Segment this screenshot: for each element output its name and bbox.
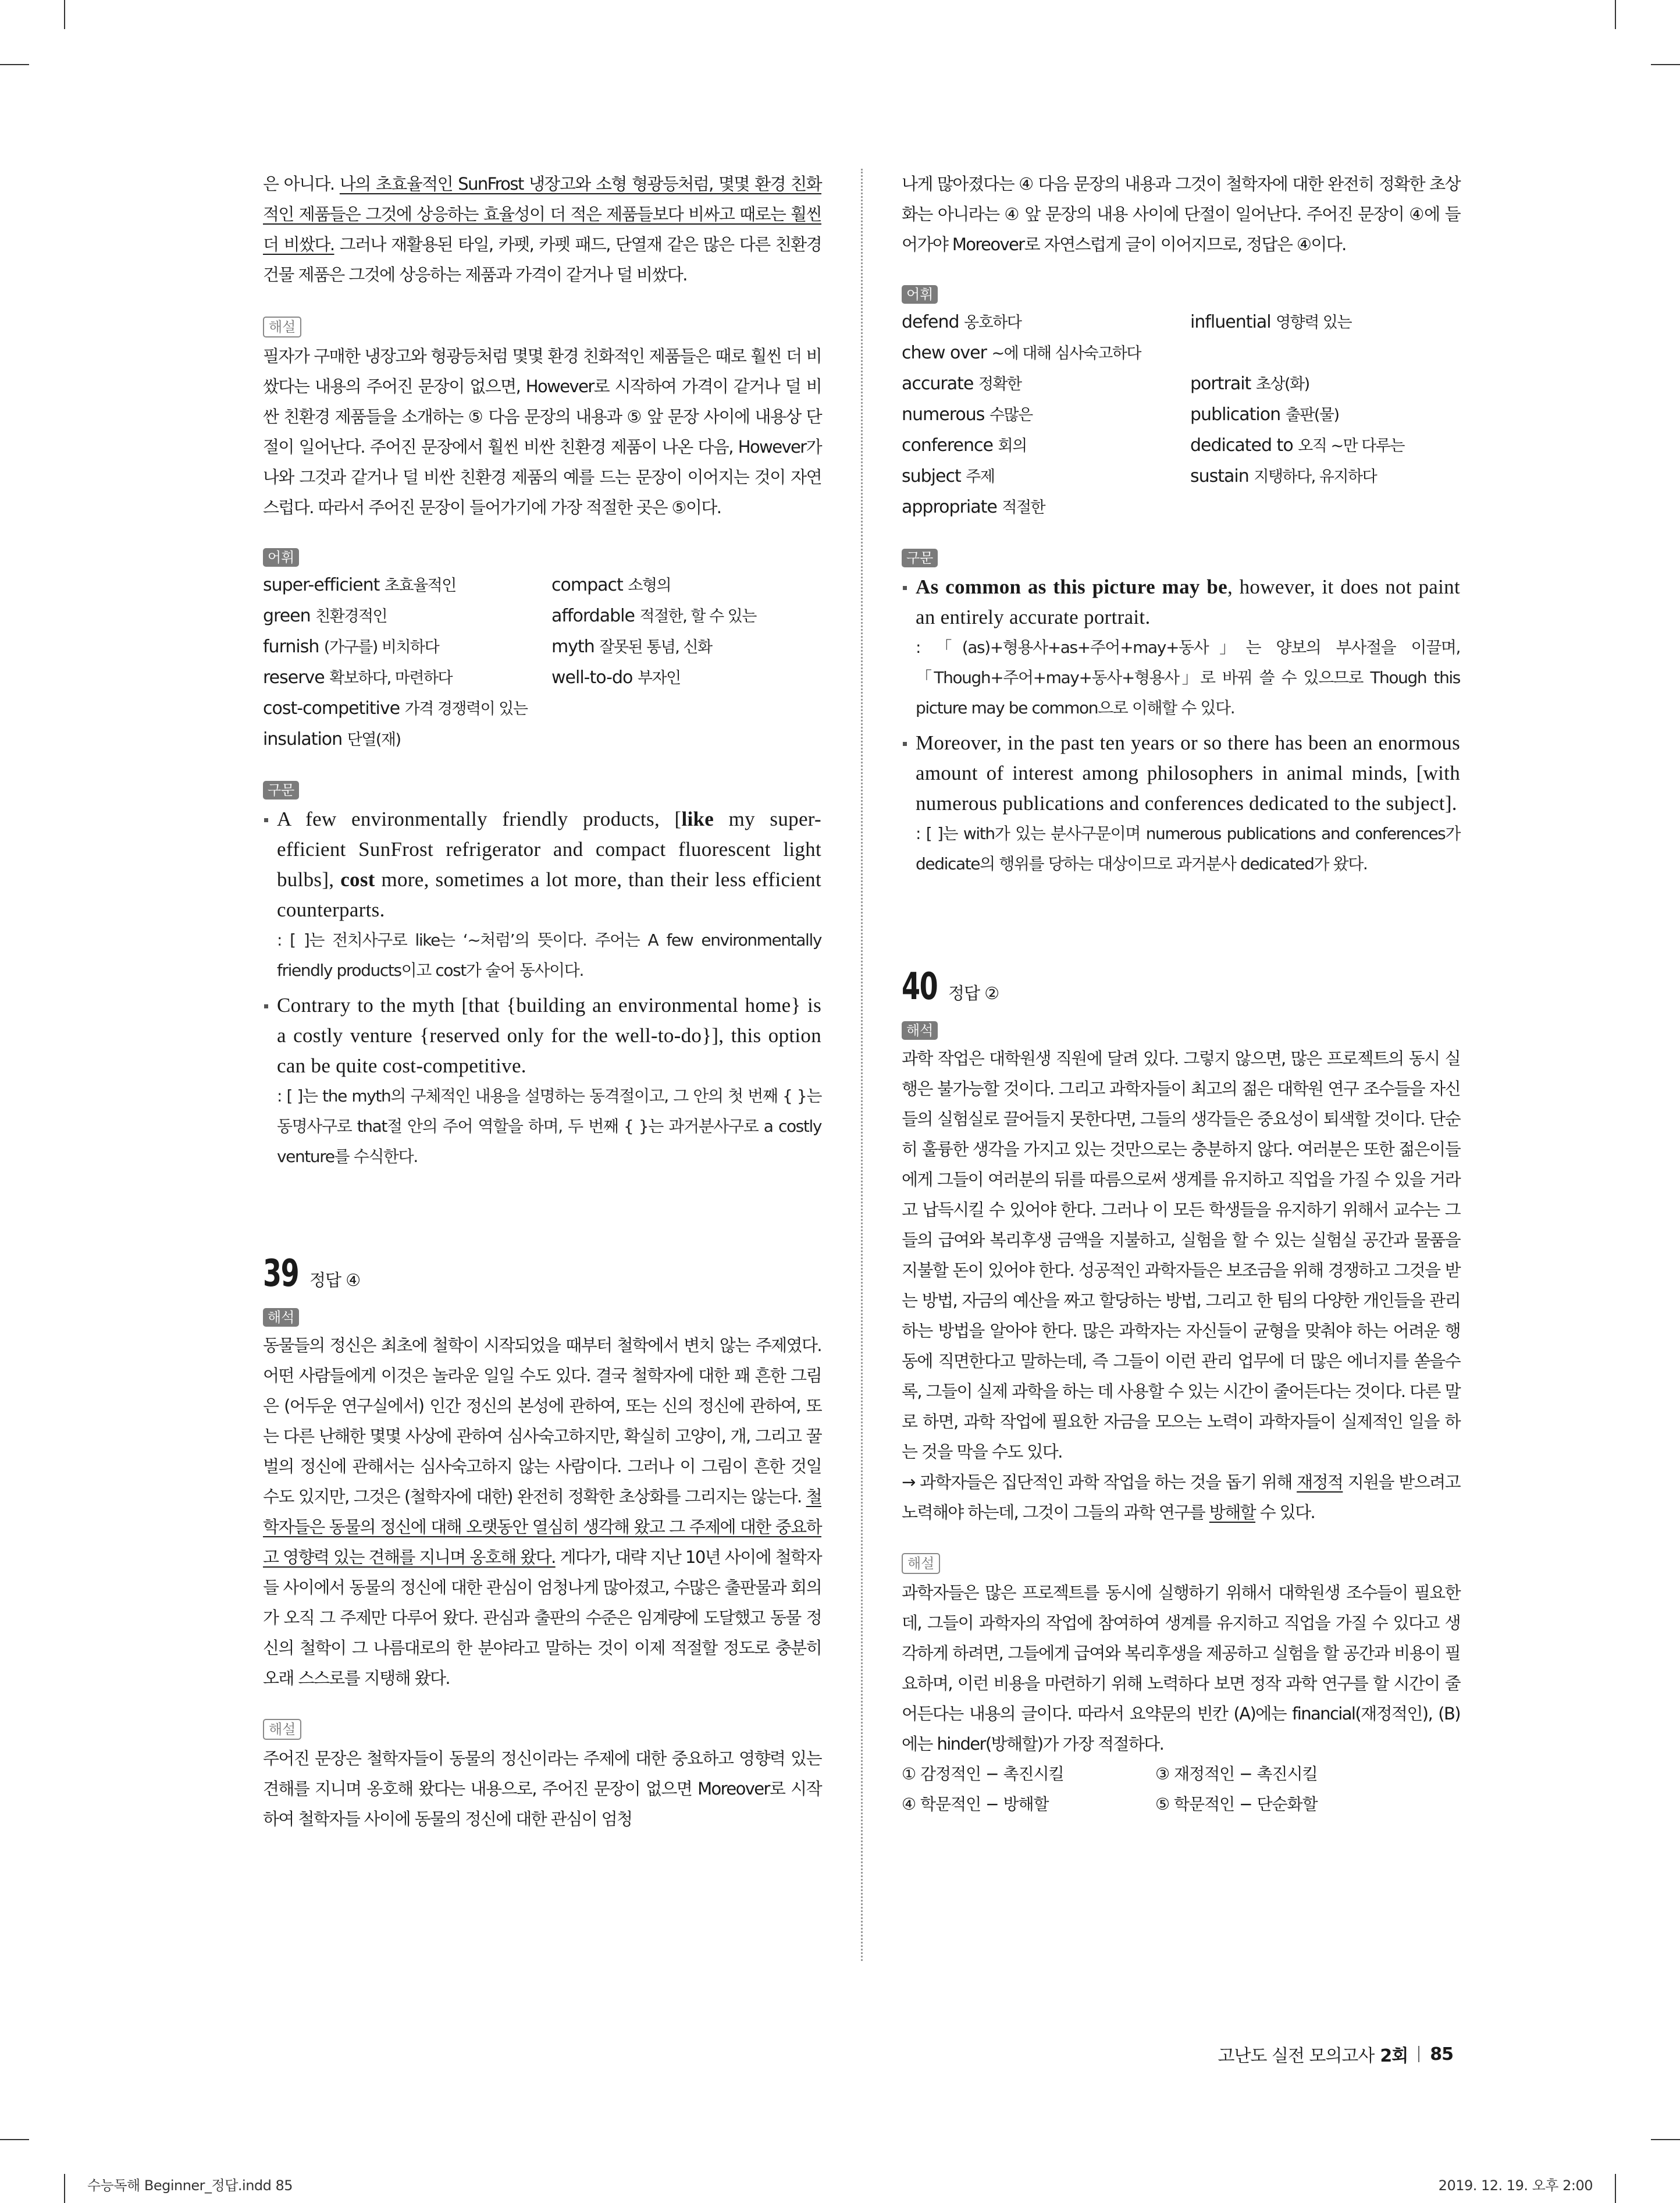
grammar-note: : [ ]는 with가 있는 분사구문이며 numerous publications and conferences가 dedicate의 행위를 당하는 대상이므로 과거분사 dedicated가 왔다.: [916, 824, 1460, 873]
bullet-icon: [264, 1004, 268, 1008]
q39-translation: 동물들의 정신은 최초에 철학이 시작되었을 때부터 철학에서 변치 않는 주제였다. 어떤 사람들에게 이것은 놀라운 일일 수도 있다. 결국 철학자에 대한 꽤 흔한 그림은 (어두운 연구실에서) 인간 정신의 본성에 관하여, 또는 신의 정신에 관하여, 또는 다른 난해한 몇몇 사상에 관하여 심사숙고하지만, 확실히 고양이, 개, 그리고 꿀벌의 정신에 관해서는 심사숙고하지 않는 사람이다. 그러나 이 그림이 흔한 것일 수도 있지만, 그것은 (철학자에 대한) 완전히 정확한 초상화를 그리지는 않는다. 철학자들은 동물의 정신에 대해 오랫동안 열심히 생각해 왔고 그 주제에 대한 중요하고 영향력 있는 견해를 지니며 옹호해 왔다. 게다가, 대략 지난 10년 사이에 철학자들 사이에서 동물의 정신에 대한 관심이 엄청나게 많아졌고, 수많은 출판물과 회의가 오직 그 주제만 다루어 왔다. 관심과 출판의 수준은 임계량에 도달했고 동물 정신의 철학이 그 나름대로의 한 분야라고 말하는 것이 이제 적절할 정도로 충분히 오래 스스로를 지탱해 왔다.: [263, 1335, 821, 1688]
vocab-entry: [902, 431, 1190, 461]
vocab-word: furnish: [263, 637, 319, 657]
vocab-meaning: 잘못된 통념, 신화: [599, 638, 712, 656]
vocab-meaning: 정확한: [978, 375, 1021, 393]
vocab-entry: [1190, 369, 1460, 400]
grammar-sentence: Contrary to the myth [that {building an environmental home} is a costly venture {reserved only for the well-to-do}], this option can be quite cost-competitive.: [277, 994, 821, 1077]
translation-label: 해석: [263, 1308, 299, 1327]
grammar-sentence: Moreover, in the past ten years or so there has been an enormous amount of interest among philosophers in animal minds, [with numerous publications and conferences dedicated to the subject].: [916, 731, 1460, 815]
vocab-entry: [902, 338, 1190, 369]
vocab-word: conference: [902, 435, 993, 456]
vocab-word: influential: [1190, 312, 1271, 332]
vocab-meaning: 확보하다, 마련하다: [329, 669, 453, 687]
vocab-meaning: (가구를) 비치하다: [323, 638, 439, 656]
vocab-meaning: 소형의: [628, 577, 671, 595]
vocab-word: numerous: [902, 404, 985, 425]
grammar-item: [902, 572, 1460, 723]
grammar-item: [263, 990, 821, 1172]
vocab-entry: [263, 724, 551, 755]
vocab-entry: [1190, 431, 1460, 461]
vocab-meaning: 초효율적인: [384, 577, 456, 595]
option-3: ③ 재정적인 − 촉진시킬: [1155, 1764, 1318, 1783]
vocab-entry: [263, 601, 551, 632]
page-footer: [1218, 2041, 1453, 2067]
grammar-note: : 「(as)+형용사+as+주어+may+동사」는 양보의 부사절을 이끌며, 「Though+주어+may+동사+형용사」로 바꿔 쓸 수 있으므로 Though this picture may be common으로 이해할 수 있다.: [916, 638, 1460, 717]
bullet-icon: [903, 586, 907, 590]
vocab-word: defend: [902, 312, 959, 332]
q40-translation: 과학 작업은 대학원생 직원에 달려 있다. 그렇지 않으면, 많은 프로젝트의 동시 실행은 불가능할 것이다. 그리고 과학자들이 최고의 젊은 대학원 연구 조수들을 자신들의 실험실로 끌어들지 못한다면, 그들의 생각들은 중요성이 퇴색할 것이다. 단순히 훌륭한 생각을 가지고 있는 것만으로는 충분하지 않다. 여러분은 또한 젊은이들에게 그들이 여러분의 뒤를 따름으로써 생계를 유지하고 직업을 가질 수 있을 거라고 납득시킬 수 있어야 한다. 그러나 이 모든 학생들을 유지하기 위해서 교수는 그들의 급여와 복리후생 금액을 지불하고, 실험을 할 수 있는 실험실 공간과 물품을 지불할 돈이 있어야 한다. 성공적인 과학자들은 보조금을 위해 경쟁하고 그것을 받는 방법, 자금의 예산을 짜고 할당하는 방법, 그리고 한 팀의 다양한 개인들을 관리하는 방법을 알아야 한다. 많은 과학자는 자신들이 균형을 맞춰야 하는 어려운 행동에 직면한다고 말하는데, 즉 그들이 이런 관리 업무에 더 많은 에너지를 쏟을수록, 그들이 실제 과학을 하는 데 사용할 수 있는 시간이 줄어든다는 것이다. 다른 말로 하면, 과학 작업에 필요한 자금을 모으는 노력이 과학자들이 실제적인 일을 하는 것을 막을 수도 있다.: [902, 1049, 1460, 1462]
q38-vocab-list: [263, 570, 821, 755]
vocab-entry: [551, 632, 821, 663]
vocab-entry: [551, 663, 821, 694]
vocab-entry: [263, 632, 551, 663]
crop-mark: [1651, 64, 1680, 65]
commentary-label: 해설: [902, 1553, 940, 1574]
vocab-word: cost-competitive: [263, 698, 400, 719]
q39-grammar-list: [902, 572, 1460, 879]
vocab-word: portrait: [1190, 374, 1251, 394]
vocab-word: subject: [902, 466, 961, 486]
vocab-meaning: 출판(물): [1285, 406, 1339, 424]
vocab-meaning: 회의: [998, 437, 1027, 455]
vocab-word: publication: [1190, 404, 1281, 425]
vocab-entry: [902, 400, 1190, 431]
grammar-sentence: A few environmentally friendly products, [like my super-efficient SunFrost refrigerator and compact fluorescent light bulbs], cost more, sometimes a lot more, than their less efficient counterparts.: [277, 808, 821, 921]
vocab-label: 어휘: [263, 548, 299, 567]
print-slug-file: 수능독해 Beginner_정답.indd 85: [87, 2177, 293, 2194]
vocab-meaning: 수많은: [989, 406, 1033, 424]
q39-commentary-continued: 나게 많아졌다는 ④ 다음 문장의 내용과 그것이 철학자에 대한 완전히 정확한 초상화는 아니라는 ④ 앞 문장의 내용 사이에 단절이 일어난다. 주어진 문장이 ④에 들어가야 Moreover로 자연스럽게 글이 이어지므로, 정답은 ④이다.: [902, 174, 1460, 254]
vocab-word: appropriate: [902, 497, 997, 517]
print-slug-date: 2019. 12. 19. 오후 2:00: [1438, 2177, 1593, 2194]
vocab-word: affordable: [551, 606, 635, 626]
crop-mark: [1615, 2174, 1616, 2203]
q40-summary: → 과학자들은 집단적인 과학 작업을 하는 것을 돕기 위해 재정적 지원을 받으려고 노력해야 하는데, 그것이 그들의 과학 연구를 방해할 수 있다.: [902, 1472, 1460, 1522]
crop-mark: [0, 64, 29, 65]
q40-options: [902, 1759, 1460, 1820]
vocab-meaning: 단열(재): [347, 731, 401, 749]
bullet-icon: [903, 742, 907, 746]
vocab-entry: [1190, 307, 1460, 338]
crop-mark: [1615, 0, 1616, 29]
vocab-entry: [902, 461, 1190, 492]
vocab-meaning: 적절한, 할 수 있는: [639, 607, 756, 626]
vocab-word: reserve: [263, 667, 325, 688]
left-column: [263, 169, 821, 1834]
vocab-meaning: 친환경적인: [315, 607, 387, 626]
q38-grammar-list: [263, 804, 821, 1172]
vocab-word: accurate: [902, 374, 974, 394]
q39-header: [263, 1252, 821, 1295]
q40-header: [902, 965, 1460, 1008]
vocab-label: 어휘: [902, 285, 938, 304]
option-5: ⑤ 학문적인 − 단순화할: [1155, 1795, 1318, 1814]
answer-label: 정답 ④: [309, 1270, 361, 1290]
crop-mark: [1651, 2139, 1680, 2140]
vocab-word: myth: [551, 637, 595, 657]
vocab-word: sustain: [1190, 466, 1249, 486]
vocab-entry: [263, 694, 551, 724]
vocab-meaning: 적절한: [1002, 499, 1045, 517]
bullet-icon: [264, 818, 268, 822]
vocab-meaning: 초상(화): [1255, 375, 1309, 393]
vocab-meaning: 부자인: [637, 669, 681, 687]
vocab-word: insulation: [263, 729, 343, 749]
footer-separator: [1418, 2046, 1419, 2062]
commentary-label: 해설: [263, 317, 301, 337]
vocab-entry: [551, 601, 821, 632]
q39-commentary: 주어진 문장은 철학자들이 동물의 정신이라는 주제에 대한 중요하고 영향력 있는 견해를 지니며 옹호해 왔다는 내용으로, 주어진 문장이 없으면 Moreover로 시작하여 철학자들 사이에 동물의 정신에 대한 관심이 엄청: [263, 1749, 821, 1829]
vocab-word: compact: [551, 575, 623, 595]
option-4: ④ 학문적인 − 방해할: [902, 1795, 1049, 1814]
vocab-meaning: 옹호하다: [964, 314, 1021, 332]
right-column: [902, 169, 1460, 1820]
column-divider: [861, 169, 863, 1961]
vocab-entry: [1190, 492, 1460, 523]
q40-commentary: 과학자들은 많은 프로젝트를 동시에 실행하기 위해서 대학원생 조수들이 필요한데, 그들이 과학자의 작업에 참여하여 생계를 유지하고 직업을 가질 수 있다고 생각하게 하려면, 그들에게 급여와 복리후생을 제공하고 실험을 할 공간과 비용이 필요하며, 이런 비용을 마련하기 위해 노력하다 보면 정작 과학 연구를 할 시간이 줄어든다는 내용의 글이다. 따라서 요약문의 빈칸 (A)에는 financial(재정적인), (B)에는 hinder(방해할)가 가장 적절하다.: [902, 1583, 1460, 1754]
grammar-item: [902, 728, 1460, 879]
vocab-meaning: 오직 ~만 다루는: [1298, 437, 1404, 455]
footer-round: 2회: [1380, 2046, 1408, 2066]
vocab-entry: [1190, 461, 1460, 492]
vocab-word: green: [263, 606, 311, 626]
vocab-entry: [263, 663, 551, 694]
footer-title: 고난도 실전 모의고사: [1218, 2046, 1375, 2066]
vocab-meaning: 주제: [966, 468, 995, 486]
option-1: ① 감정적인 − 촉진시킬: [902, 1764, 1064, 1783]
q39-vocab-list: [902, 307, 1460, 523]
grammar-sentence: As common as this picture may be, however, it does not paint an entirely accurate portrait.: [916, 575, 1460, 628]
vocab-word: super-efficient: [263, 575, 380, 595]
vocab-entry: [1190, 338, 1460, 369]
grammar-label: 구문: [263, 781, 299, 800]
grammar-note: : [ ]는 전치사구로 like는 ‘~처럼’의 뜻이다. 주어는 A few environmentally friendly products이고 cost가 술어 동사이다.: [277, 930, 821, 980]
translation-label: 해석: [902, 1021, 938, 1040]
vocab-word: well-to-do: [551, 667, 633, 688]
grammar-label: 구문: [902, 549, 938, 567]
crop-mark: [64, 0, 65, 29]
vocab-meaning: 지탱하다, 유지하다: [1254, 468, 1377, 486]
commentary-label: 해설: [263, 1719, 301, 1740]
vocab-entry: [551, 694, 821, 724]
vocab-entry: [902, 307, 1190, 338]
question-number: 39: [263, 1252, 299, 1295]
grammar-item: [263, 804, 821, 986]
answer-label: 정답 ②: [948, 983, 999, 1003]
vocab-entry: [902, 369, 1190, 400]
vocab-meaning: 영향력 있는: [1276, 314, 1352, 332]
vocab-meaning: ~에 대해 심사숙고하다: [991, 344, 1141, 363]
question-number: 40: [902, 965, 938, 1008]
grammar-note: : [ ]는 the myth의 구체적인 내용을 설명하는 동격절이고, 그 안의 첫 번째 { }는 동명사구로 that절 안의 주어 역할을 하며, 두 번째 { }는 과거분사구로 a costly venture를 수식한다.: [277, 1086, 821, 1166]
page-number: 85: [1430, 2044, 1453, 2065]
crop-mark: [64, 2174, 65, 2203]
vocab-word: dedicated to: [1190, 435, 1293, 456]
vocab-entry: [902, 492, 1190, 523]
vocab-word: chew over: [902, 343, 987, 363]
vocab-entry: [1190, 400, 1460, 431]
vocab-entry: [551, 570, 821, 601]
q38-commentary: 필자가 구매한 냉장고와 형광등처럼 몇몇 환경 친화적인 제품들은 때로 훨씬 더 비쌌다는 내용의 주어진 문장이 없으면, However로 시작하여 가격이 같거나 덜 비싼 친환경 제품들을 소개하는 ⑤ 다음 문장의 내용과 ⑤ 앞 문장 사이에 내용상 단절이 일어난다. 주어진 문장에서 훨씬 비싼 친환경 제품이 나온 다음, However가 나와 그것과 같거나 덜 비싼 친환경 제품의 예를 드는 문장이 이어지는 것이 자연스럽다. 따라서 주어진 문장이 들어가기에 가장 적절한 곳은 ⑤이다.: [263, 346, 821, 517]
vocab-meaning: 가격 경쟁력이 있는: [404, 700, 528, 718]
q38-translation-tail: 은 아니다. 나의 초효율적인 SunFrost 냉장고와 소형 형광등처럼, 몇몇 환경 친화적인 제품들은 그것에 상응하는 효율성이 더 적은 제품들보다 비싸고 때로는 훨씬 더 비쌌다. 그러나 재활용된 타일, 카펫, 카펫 패드, 단열재 같은 많은 다른 친환경 건물 제품은 그것에 상응하는 제품과 가격이 같거나 덜 비쌌다.: [263, 174, 822, 285]
crop-mark: [0, 2139, 29, 2140]
vocab-entry: [263, 570, 551, 601]
